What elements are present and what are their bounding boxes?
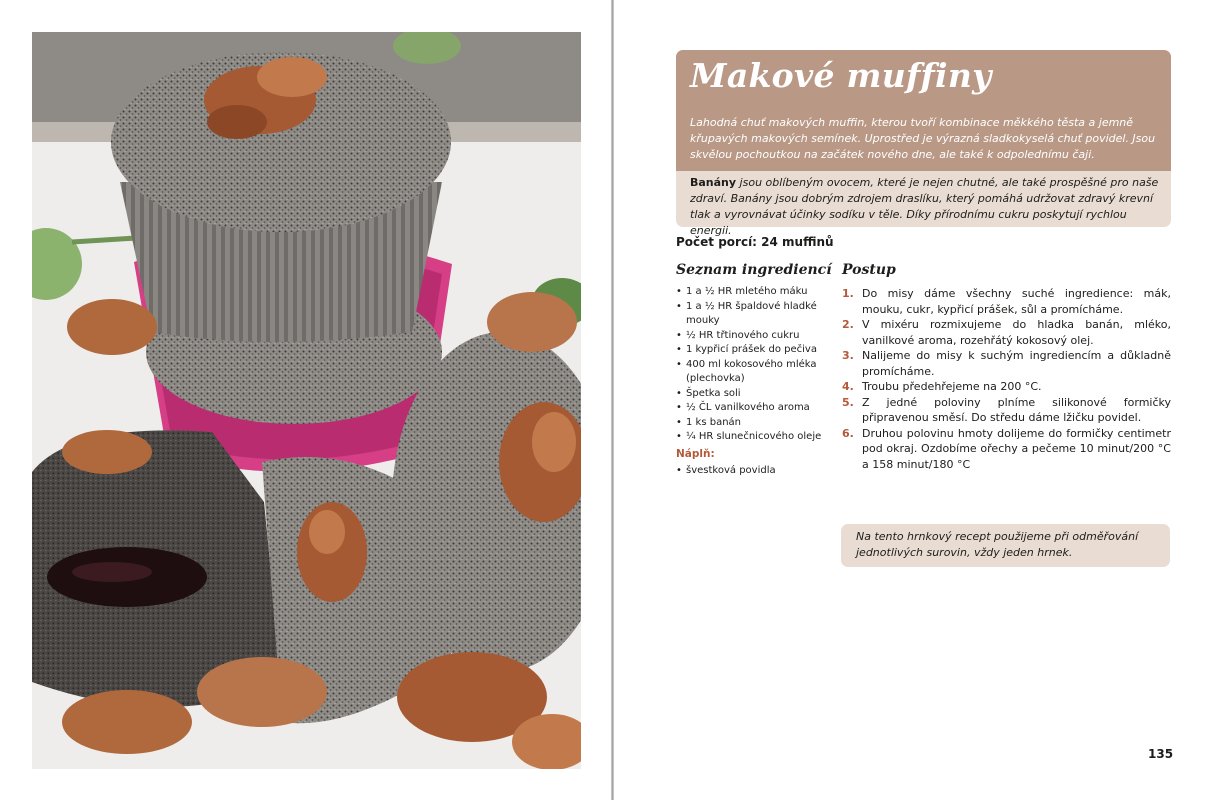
filling-list xyxy=(676,464,776,479)
step-text: Nalijeme do misy k suchým ingrediencím a důkladně promícháme. xyxy=(862,349,1171,378)
ingredient-item: • 1 kypřicí prášek do pečiva xyxy=(676,343,826,358)
page-number: 135 xyxy=(1148,747,1174,761)
step-number: 2. xyxy=(842,318,854,331)
info-body: jsou oblíbeným ovocem, které je nejen chutné, ale také prospěšné pro naše zdraví. Banány jsou dobrým zdrojem draslíku, který pomáhá udržovat zdravý krevní tlak a vyrovnávat účinky sodíku v těle. Díky přírodnímu cukru poskytují rychlou energii. xyxy=(690,176,1159,237)
step-text: Troubu předehřejeme na 200 °C. xyxy=(862,380,1042,393)
step-item xyxy=(842,348,1171,379)
step-number: 5. xyxy=(842,395,854,409)
filling-heading: Náplň: xyxy=(676,448,715,460)
recipe-title: Makové muffiny xyxy=(690,56,992,95)
step-text: Z jedné poloviny plníme silikonové formičky připravenou směsí. Do středu dáme lžičku povidel. xyxy=(862,395,1171,424)
step-text: V mixéru rozmixujeme do hladka banán, mléko, vanilkové aroma, rozehřátý kokosový olej. xyxy=(862,318,1171,347)
recipe-intro: Lahodná chuť makových muffin, kterou tvoří kombinace měkkého těsta a jemně křupavých makových semínek. Uprostřed je výrazná sladkokyselá chuť povidel. Jsou skvělou pochoutkou na začátek nového dne, ale také k odpolednímu čaji. xyxy=(690,116,1156,161)
ingredients-list xyxy=(676,285,826,445)
step-item xyxy=(842,379,1171,395)
ingredient-item: • 1 ks banán xyxy=(676,416,826,431)
step-number: 4. xyxy=(842,380,854,393)
servings: Počet porcí: 24 muffinů xyxy=(676,235,834,249)
info-text xyxy=(690,175,1162,239)
step-text: Do misy dáme všechny suché ingredience: mák, mouku, cukr, kypřicí prášek, sůl a promícháme. xyxy=(862,287,1171,316)
procedure-heading: Postup xyxy=(842,262,896,278)
step-number: 1. xyxy=(842,287,854,300)
step-item xyxy=(842,317,1171,348)
step-item xyxy=(842,286,1171,317)
recipe-photo xyxy=(32,32,581,769)
step-item xyxy=(842,395,1171,426)
ingredient-item: • ½ HR třtinového cukru xyxy=(676,329,826,344)
info-bold: Banány xyxy=(690,176,737,189)
ingredients-heading: Seznam ingrediencí xyxy=(676,262,832,278)
ingredient-item: • Špetka soli xyxy=(676,387,826,402)
ingredient-item: • ¼ HR slunečnicového oleje xyxy=(676,430,826,445)
ingredient-item: • 1 a ½ HR mletého máku xyxy=(676,285,826,300)
step-item xyxy=(842,426,1171,473)
step-number: 3. xyxy=(842,349,854,362)
ingredient-item: • 400 ml kokosového mléka (plechovka) xyxy=(676,358,826,387)
steps-list xyxy=(842,286,1171,472)
note-text: Na tento hrnkový recept použijeme při odměřování jednotlivých surovin, vždy jeden hrnek. xyxy=(856,530,1139,559)
step-text: Druhou polovinu hmoty dolijeme do formičky centimetr pod okraj. Ozdobíme ořechy a pečeme 10 minut/200 °C a 158 minut/180 °C xyxy=(862,426,1171,471)
muffin-illustration xyxy=(32,32,581,769)
ingredient-item: • ½ ČL vanilkového aroma xyxy=(676,401,826,416)
step-number: 6. xyxy=(842,426,854,440)
filling-item: • švestková povidla xyxy=(676,464,776,479)
ingredient-item: • 1 a ½ HR špaldové hladké mouky xyxy=(676,300,826,329)
